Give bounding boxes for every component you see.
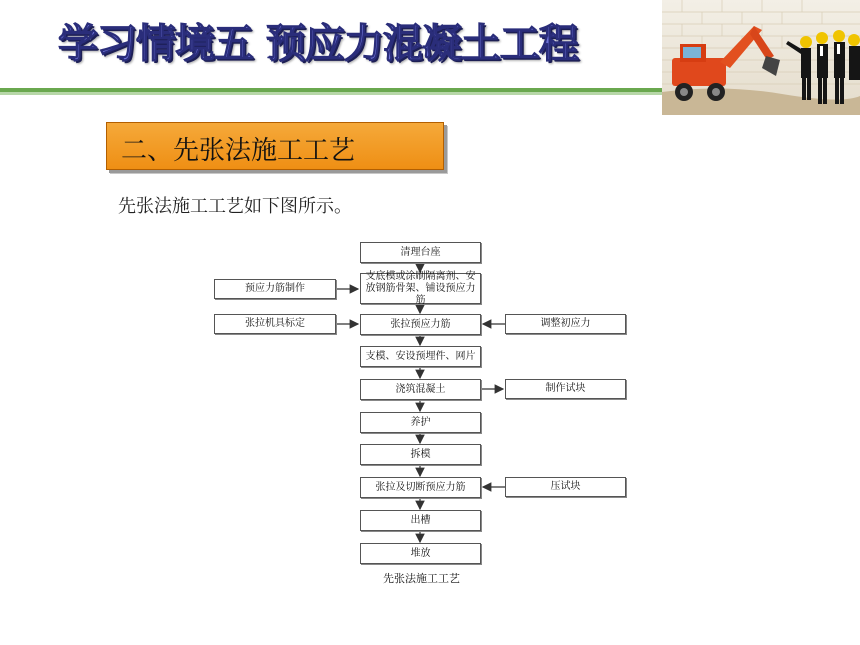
flow-step-stacking: 堆放 — [360, 543, 481, 564]
flow-input-initial-stress: 调整初应力 — [505, 314, 626, 334]
section-heading: 二、先张法施工工艺 — [121, 136, 356, 166]
flow-step-pour-concrete: 浇筑混凝土 — [360, 379, 481, 400]
flow-input-tendon-fabrication: 预应力筋制作 — [214, 279, 336, 299]
flow-step-release-and-cut: 张拉及切断预应力筋 — [360, 477, 481, 498]
flow-input-compression-test: 压试块 — [505, 477, 626, 497]
slide-title: 学习情境五 预应力混凝土工程 — [58, 21, 578, 67]
flow-output-test-specimens: 制作试块 — [505, 379, 626, 399]
flow-step-remove-formwork: 拆模 — [360, 444, 481, 465]
intro-text: 先张法施工工艺如下图所示。 — [118, 196, 352, 217]
flow-input-jack-calibration: 张拉机具标定 — [214, 314, 336, 334]
flow-step-clean-bed: 清理台座 — [360, 242, 481, 263]
flow-step-curing: 养护 — [360, 412, 481, 433]
flow-step-demold: 出槽 — [360, 510, 481, 531]
flowchart-caption: 先张法施工工艺 — [383, 572, 460, 585]
flow-step-set-embedments: 支模、安设预埋件、网片 — [360, 346, 481, 367]
flow-step-tension-tendons: 张拉预应力筋 — [360, 314, 481, 335]
flow-step-formwork-and-tendons: 支底模或涂刷隔离剂、安放钢筋骨架、铺设预应力筋 — [360, 273, 481, 304]
